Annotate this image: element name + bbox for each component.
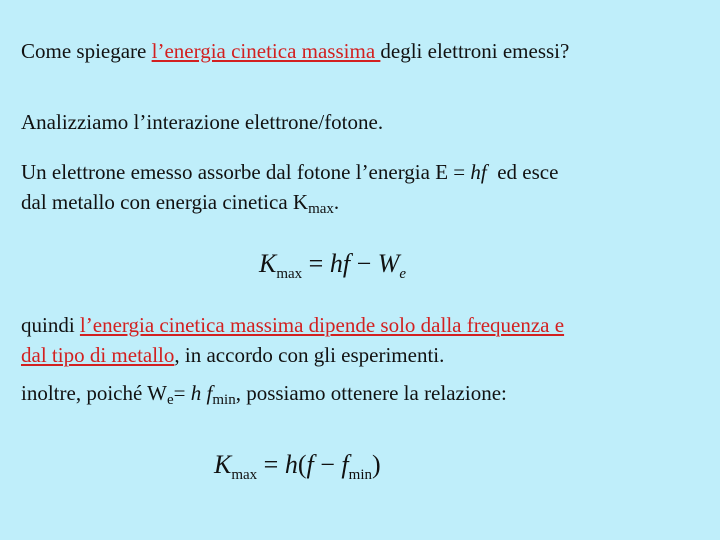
conclusion-suffix: , in accordo con gli esperimenti.	[174, 343, 445, 367]
we-subscript: e	[167, 392, 174, 408]
eq2-k-sub: max	[231, 467, 258, 483]
h-fmin-variable: h f	[190, 381, 213, 405]
eq2-h: h	[284, 450, 298, 479]
absorption-text-1-end: ed esce	[486, 160, 559, 184]
equation-kmax-hf-we	[259, 249, 406, 283]
conclusion-prefix: quindi	[21, 313, 80, 337]
conclusion-highlight-1: l’energia cinetica massima dipende solo dalla frequenza e	[79, 313, 565, 337]
eq1-w-sub: e	[399, 266, 407, 282]
eq1-minus: −	[350, 249, 378, 278]
analysis-text: Analizziamo l’interazione elettrone/fotone.	[21, 110, 384, 134]
eq2-close-paren: )	[372, 450, 381, 479]
question-prefix: Come spiegare	[21, 39, 152, 63]
eq1-h: h	[329, 249, 343, 278]
eq1-k: K	[259, 249, 277, 278]
analysis-line	[21, 108, 383, 137]
eq2-fmin-sub: min	[348, 467, 372, 483]
moreover-suffix: , possiamo ottenere la relazione:	[235, 381, 507, 405]
question-suffix: degli elettroni emessi?	[380, 39, 570, 63]
eq1-k-sub: max	[276, 266, 303, 282]
equation-kmax-h-f-fmin	[214, 450, 381, 484]
eq2-f2: f	[341, 450, 349, 479]
hf-variable: hf	[470, 160, 487, 184]
question-highlight: l’energia cinetica massima	[151, 39, 381, 63]
moreover-line	[21, 379, 507, 415]
kmax-subscript: max	[308, 201, 334, 217]
absorption-text-1: Un elettrone emesso assorbe dal fotone l’energia E =	[21, 160, 471, 184]
absorption-text-2: dal metallo con energia cinetica K	[21, 190, 309, 214]
absorption-text-2-end: .	[333, 190, 340, 214]
conclusion-line-1	[21, 311, 564, 340]
moreover-equals: =	[173, 381, 191, 405]
eq2-f: f	[306, 450, 314, 479]
conclusion-line-2	[21, 341, 444, 370]
eq1-f: f	[342, 249, 351, 278]
question-line	[21, 37, 569, 66]
absorption-line-2	[21, 188, 339, 224]
eq2-k: K	[214, 450, 232, 479]
eq1-w: W	[377, 249, 400, 278]
moreover-prefix: inoltre, poiché W	[21, 381, 167, 405]
eq2-equals: =	[257, 450, 285, 479]
conclusion-highlight-2: dal tipo di metallo	[21, 343, 175, 367]
eq2-minus: −	[313, 450, 342, 479]
fmin-subscript: min	[212, 392, 236, 408]
eq2-open-paren: (	[297, 450, 307, 479]
absorption-line-1	[21, 158, 558, 187]
eq1-equals: =	[302, 249, 330, 278]
